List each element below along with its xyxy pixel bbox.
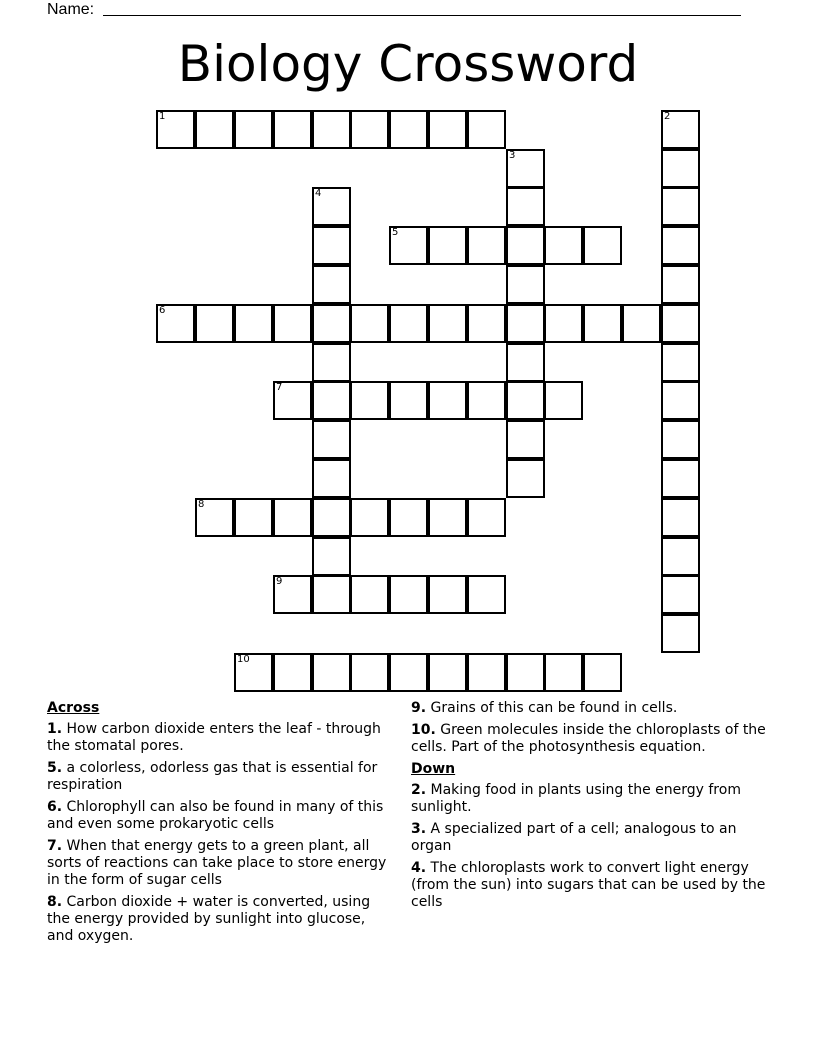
clue-down-4 <box>411 860 771 911</box>
page-title: Biology Crossword <box>177 35 639 93</box>
clue-number-label: 6 <box>159 305 166 316</box>
clue-number: 8. <box>47 894 63 910</box>
grid-cell[interactable] <box>350 653 389 692</box>
clues-column-right <box>411 700 771 916</box>
grid-cell[interactable] <box>389 226 428 265</box>
grid-cell[interactable] <box>234 304 273 343</box>
grid-cell[interactable] <box>312 420 351 459</box>
grid-cell[interactable] <box>312 381 351 420</box>
clue-text: Carbon dioxide + water is converted, using the energy provided by sunlight into glucose, and oxygen. <box>47 894 371 944</box>
clue-across-10 <box>411 722 771 756</box>
grid-cell[interactable] <box>312 459 351 498</box>
grid-cell[interactable] <box>544 381 583 420</box>
grid-cell[interactable] <box>506 420 545 459</box>
grid-cell[interactable] <box>312 110 351 149</box>
clue-number: 6. <box>47 799 63 815</box>
grid-cell[interactable] <box>467 498 506 537</box>
grid-cell[interactable] <box>467 653 506 692</box>
grid-cell[interactable] <box>661 459 700 498</box>
name-label: Name: <box>47 1 95 18</box>
clue-across-5 <box>47 760 392 794</box>
grid-cell[interactable] <box>273 304 312 343</box>
grid-cell[interactable] <box>350 110 389 149</box>
grid-cell[interactable] <box>428 226 467 265</box>
clue-number: 9. <box>411 700 427 716</box>
grid-cell[interactable] <box>661 226 700 265</box>
grid-cell[interactable] <box>389 304 428 343</box>
grid-cell[interactable] <box>467 304 506 343</box>
clue-number-label: 7 <box>276 382 283 393</box>
grid-cell[interactable] <box>467 110 506 149</box>
grid-cell[interactable] <box>195 498 234 537</box>
grid-cell[interactable] <box>428 498 467 537</box>
clue-across-7 <box>47 838 392 889</box>
grid-cell[interactable] <box>661 304 700 343</box>
clue-number: 7. <box>47 838 63 854</box>
grid-cell[interactable] <box>312 498 351 537</box>
grid-cell[interactable] <box>389 110 428 149</box>
grid-cell[interactable] <box>156 304 195 343</box>
grid-cell[interactable] <box>661 381 700 420</box>
grid-cell[interactable] <box>350 304 389 343</box>
grid-cell[interactable] <box>661 149 700 188</box>
clue-text: Making food in plants using the energy from sunlight. <box>411 782 741 815</box>
clue-number-label: 10 <box>237 654 250 665</box>
clue-number-label: 8 <box>198 499 205 510</box>
down-heading: Down <box>411 761 456 777</box>
grid-cell[interactable] <box>350 498 389 537</box>
clue-number: 1. <box>47 721 63 737</box>
grid-cell[interactable] <box>506 226 545 265</box>
clues-section <box>0 700 816 1000</box>
clue-number-label: 4 <box>315 188 322 199</box>
clue-down-3 <box>411 821 771 855</box>
clue-number: 5. <box>47 760 63 776</box>
across-heading: Across <box>47 700 100 716</box>
grid-cell[interactable] <box>583 226 622 265</box>
grid-cell[interactable] <box>661 537 700 576</box>
grid-cell[interactable] <box>350 381 389 420</box>
grid-cell[interactable] <box>156 110 195 149</box>
grid-cell[interactable] <box>467 575 506 614</box>
grid-cell[interactable] <box>312 537 351 576</box>
grid-cell[interactable] <box>467 226 506 265</box>
grid-cell[interactable] <box>389 498 428 537</box>
clue-text: Green molecules inside the chloroplasts of the cells. Part of the photosynthesis equation. <box>411 722 766 755</box>
clue-across-6 <box>47 799 392 833</box>
grid-cell[interactable] <box>661 498 700 537</box>
clue-text: Chlorophyll can also be found in many of this and even some prokaryotic cells <box>47 799 384 832</box>
grid-cell[interactable] <box>506 149 545 188</box>
grid-cell[interactable] <box>467 381 506 420</box>
clue-number-label: 5 <box>392 227 399 238</box>
grid-cell[interactable] <box>234 498 273 537</box>
grid-cell[interactable] <box>622 304 661 343</box>
clue-across-9 <box>411 700 771 717</box>
grid-cell[interactable] <box>661 343 700 382</box>
grid-cell[interactable] <box>661 110 700 149</box>
grid-cell[interactable] <box>506 459 545 498</box>
grid-cell[interactable] <box>273 575 312 614</box>
grid-cell[interactable] <box>234 653 273 692</box>
grid-cell[interactable] <box>234 110 273 149</box>
grid-cell[interactable] <box>389 381 428 420</box>
grid-cell[interactable] <box>350 575 389 614</box>
grid-cell[interactable] <box>428 381 467 420</box>
clue-text: When that energy gets to a green plant, all sorts of reactions can take place to store energy in the form of sugar cells <box>47 838 387 888</box>
clue-number-label: 3 <box>509 150 516 161</box>
clue-number: 3. <box>411 821 427 837</box>
clue-number-label: 1 <box>159 111 166 122</box>
grid-cell[interactable] <box>428 575 467 614</box>
grid-cell[interactable] <box>312 575 351 614</box>
grid-cell[interactable] <box>583 653 622 692</box>
grid-cell[interactable] <box>661 187 700 226</box>
grid-cell[interactable] <box>506 343 545 382</box>
grid-cell[interactable] <box>273 110 312 149</box>
grid-cell[interactable] <box>544 304 583 343</box>
grid-cell[interactable] <box>195 304 234 343</box>
clues-column-left <box>47 700 392 950</box>
grid-cell[interactable] <box>273 498 312 537</box>
grid-cell[interactable] <box>506 653 545 692</box>
grid-cell[interactable] <box>312 653 351 692</box>
clue-number: 10. <box>411 722 436 738</box>
grid-cell[interactable] <box>312 226 351 265</box>
grid-cell[interactable] <box>389 653 428 692</box>
grid-cell[interactable] <box>544 226 583 265</box>
grid-cell[interactable] <box>312 304 351 343</box>
clue-number-label: 2 <box>664 111 671 122</box>
grid-cell[interactable] <box>506 304 545 343</box>
grid-cell[interactable] <box>661 420 700 459</box>
clue-text: a colorless, odorless gas that is essential for respiration <box>47 760 378 793</box>
grid-cell[interactable] <box>312 265 351 304</box>
grid-cell[interactable] <box>273 381 312 420</box>
clue-text: Grains of this can be found in cells. <box>426 700 678 716</box>
grid-cell[interactable] <box>428 110 467 149</box>
grid-cell[interactable] <box>312 343 351 382</box>
grid-cell[interactable] <box>661 265 700 304</box>
clue-number: 2. <box>411 782 427 798</box>
grid-cell[interactable] <box>661 614 700 653</box>
clue-text: How carbon dioxide enters the leaf - through the stomatal pores. <box>47 721 381 754</box>
clue-number-label: 9 <box>276 576 283 587</box>
grid-cell[interactable] <box>428 653 467 692</box>
clue-number: 4. <box>411 860 427 876</box>
grid-cell[interactable] <box>544 653 583 692</box>
grid-cell[interactable] <box>195 110 234 149</box>
clue-text: The chloroplasts work to convert light energy (from the sun) into sugars that can be used by the cells <box>411 860 766 910</box>
clue-text: A specialized part of a cell; analogous to an organ <box>411 821 737 854</box>
clue-across-1 <box>47 721 392 755</box>
grid-cell[interactable] <box>389 575 428 614</box>
grid-cell[interactable] <box>312 187 351 226</box>
grid-cell[interactable] <box>428 304 467 343</box>
grid-cell[interactable] <box>273 653 312 692</box>
grid-cell[interactable] <box>661 575 700 614</box>
clue-across-8 <box>47 894 392 945</box>
grid-cell[interactable] <box>583 304 622 343</box>
grid-cell[interactable] <box>506 187 545 226</box>
clue-down-2 <box>411 782 771 816</box>
grid-cell[interactable] <box>506 381 545 420</box>
grid-cell[interactable] <box>506 265 545 304</box>
